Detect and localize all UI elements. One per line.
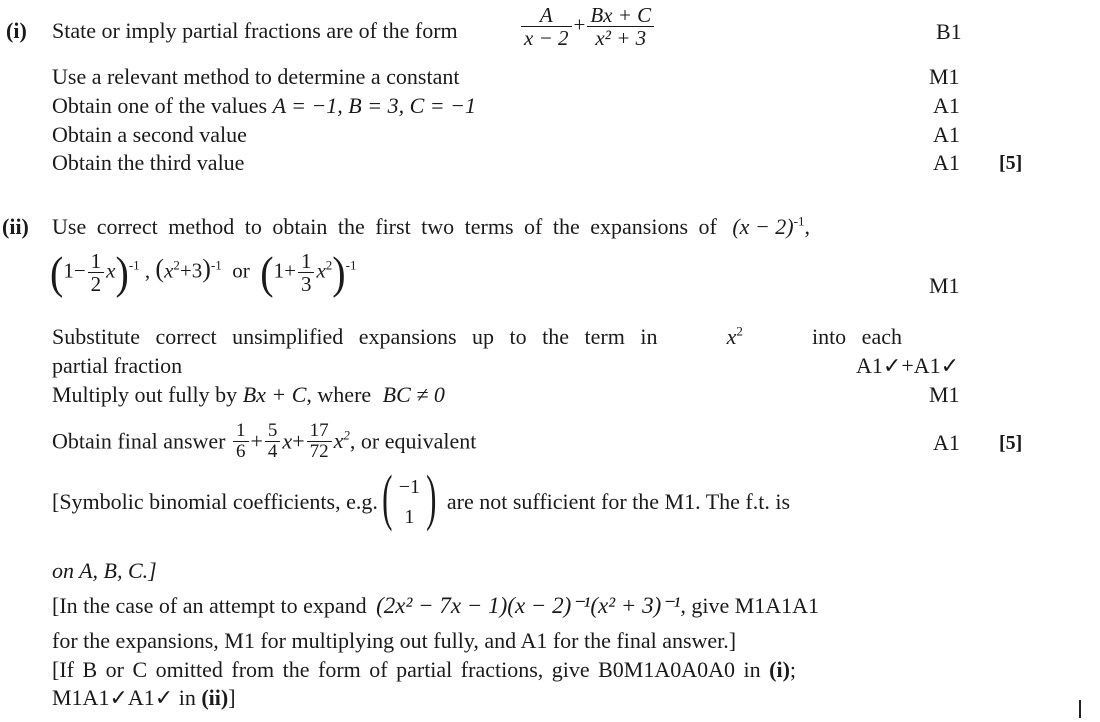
part-ii-step-substitute-cont: partial fraction [52, 353, 183, 378]
note-omitted-b-or-c: [If B or C omitted from the form of partial fractions, give B0M1A0A0A0 in (i); [52, 657, 797, 682]
mark-m1-multiply: M1 [929, 382, 960, 407]
part-i-step-second: Obtain a second value [52, 122, 247, 147]
mark-a1-second: A1 [933, 122, 960, 147]
mark-m1: M1 [929, 64, 960, 89]
text-cursor [1079, 700, 1081, 718]
part-ii-total: [5] [999, 432, 1023, 454]
part-i-label: (i) [6, 18, 27, 43]
mark-b1: B1 [936, 19, 962, 44]
note-omitted-b-or-c-cont: M1A1✓A1✓ in (ii)] [52, 685, 236, 710]
part-ii-step-final: Obtain final answer $\frac{1}{6}$ + $\frac{5}{4}$ x+ $\frac{17}{72}$ $x^2$, or equivalent [52, 420, 477, 462]
constant-values: A = −1, B = 3, C = −1 [272, 93, 476, 118]
mark-m1-expansion: M1 [929, 273, 960, 298]
partial-fraction-form: $\frac{A}{x - 2}$ + $\frac{Bx + C}{\text{x² + 3}}$ [519, 4, 656, 49]
mark-a1-final: A1 [933, 430, 960, 455]
part-ii-step-substitute: Substitute correct unsimplified expansions up to the term in $x^2$ into each [52, 323, 902, 349]
expansion-expressions: (1− $\frac{1}{2}$ x)$^{-1}$ , $(x^2+3)^{-1}$ or (1+ $\frac{1}{3}$ $x^2)^{-1}$ [50, 246, 357, 298]
mark-a1-ft-pair: A1✓+A1✓ [856, 353, 960, 378]
fraction-a-over-x-minus-2: $\frac{A}{x - 2}$ [521, 4, 572, 49]
part-ii-label: (ii) [2, 214, 29, 239]
note-expand-attempt-cont: for the expansions, M1 for multiplying out fully, and A1 for the final answer.] [52, 628, 737, 653]
note-expand-attempt: [In the case of an attempt to expand (2x² − 7x − 1)(x − 2)⁻¹(x² + 3)⁻¹, give M1A1A1 [52, 593, 820, 618]
part-ii-step-multiply: Multiply out fully by Bx + C, where BC ≠ 0 [52, 382, 445, 407]
part-i-total: [5] [999, 152, 1023, 174]
mark-a1-third: A1 [933, 150, 960, 175]
fraction-bx-plus-c: $\frac{Bx + C}{\text{x² + 3}}$ [587, 4, 654, 49]
part-i-step-values: Obtain one of the values A = −1, B = 3, C = −1 [52, 93, 476, 118]
note-binomial-coefficients: [Symbolic binomial coefficients, e.g. ( −1 1 ) are not sufficient for the M1. The f.t. is [52, 464, 791, 532]
binomial-coefficient-example: ( −1 1 ) [382, 464, 437, 532]
part-i-step-third: Obtain the third value [52, 150, 245, 175]
part-ii-step-method: Use correct method to obtain the first two terms of the expansions of $(x - 2)^{-1}$, [52, 213, 810, 239]
note-ft-abc: on A, B, C.] [52, 558, 157, 583]
expand-expression: (2x² − 7x − 1)(x − 2)⁻¹(x² + 3)⁻¹ [376, 593, 681, 618]
expr-x-minus-2: (x − 2) [732, 214, 794, 239]
part-i-step-form: State or imply partial fractions are of the form [52, 18, 458, 43]
mark-a1-first: A1 [933, 93, 960, 118]
part-i-step-method: Use a relevant method to determine a constant [52, 64, 460, 89]
